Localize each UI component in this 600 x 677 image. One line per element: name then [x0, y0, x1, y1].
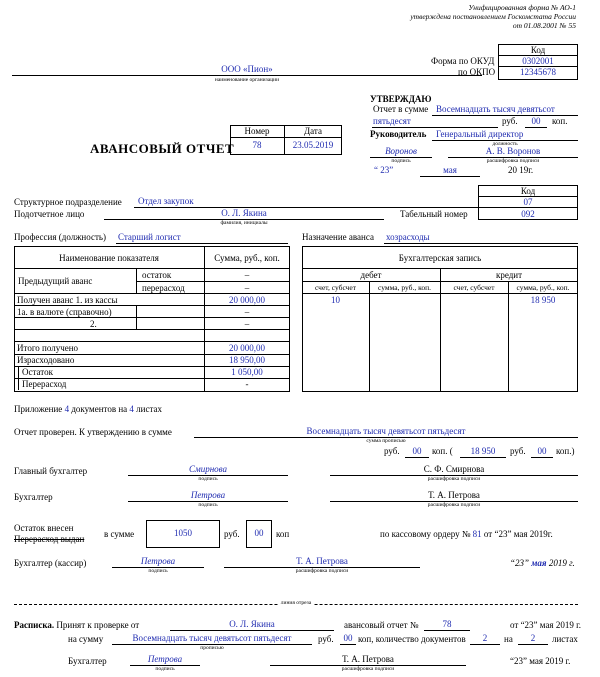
form-approval-line: утверждена постановлением Госкомстата России: [410, 12, 576, 21]
checked-kop-value2: 00: [537, 446, 547, 456]
cashier-date: [510, 559, 575, 568]
debit-header: дебет: [360, 270, 382, 280]
debit-account-header: счет, субсчет: [315, 283, 356, 292]
cashin-amount: 1050: [174, 528, 192, 538]
approve-kop: коп.: [552, 116, 568, 126]
checked-kop: коп. (: [432, 446, 453, 456]
row2-value: –: [244, 319, 250, 329]
receipt-report-no-label: авансовый отчет №: [344, 620, 419, 630]
okpo-label: по ОКПО: [458, 67, 496, 77]
receipt-kop-value: 00: [343, 633, 353, 643]
approve-date-day: “ 23”: [374, 165, 394, 175]
checked-sum-words: Восемнадцать тысяч девятьсот пятьдесят: [306, 426, 466, 436]
head-signature: Воронов: [385, 146, 417, 156]
receipt-date: “23” мая 2019 г.: [510, 656, 571, 666]
cashin-in-sum: в сумме: [104, 529, 135, 539]
report-number-label: Номер: [244, 126, 270, 136]
receipt-title: Расписка.: [14, 620, 55, 630]
checked-kop-value: 00: [412, 446, 422, 456]
debit-account-value: 10: [331, 295, 340, 305]
pererashod-value: –: [244, 283, 250, 293]
receipt-sum-caption: прописью: [200, 645, 224, 651]
form-name-line: Унифицированная форма № АО-1: [468, 3, 576, 12]
cashier-date-day: “23”: [510, 558, 530, 568]
credit-account-header: счет, субсчет: [453, 283, 495, 292]
attachment-suffix: листах: [136, 404, 162, 414]
cashier-date-month: мая: [531, 558, 547, 568]
receipt-decoding-caption: расшифровка подписи: [341, 666, 395, 672]
checked-rub: руб.: [384, 446, 400, 456]
cashier-signature: Петрова: [140, 556, 176, 566]
position-caption: должность: [492, 141, 518, 147]
attachment-prefix: Приложение: [14, 404, 63, 414]
purpose-value: хозрасходы: [386, 232, 430, 242]
currency-label: 1а. в валюте (справочно): [17, 307, 112, 317]
receipt-kop-tail: коп, количество документов: [358, 634, 466, 644]
debit-amount-header: сумма, руб., коп.: [377, 283, 432, 292]
organization-name: ООО «Пион»: [221, 64, 273, 74]
attachment-sheets: 4: [129, 404, 134, 414]
approve-rub: руб.: [502, 116, 518, 126]
head-label: Руководитель: [370, 129, 427, 139]
accountant-signature-caption: подпись: [198, 502, 218, 508]
tabel-value: 092: [521, 209, 535, 219]
cashier-decoding-caption: расшифровка подписи: [295, 568, 349, 574]
overspend-value: -: [245, 379, 249, 389]
approve-sum-words-1: Восемнадцать тысяч девятьсот: [436, 104, 555, 114]
cashin-label-1: Остаток внесен: [14, 523, 74, 533]
report-title: АВАНСОВЫЙ ОТЧЕТ: [90, 141, 235, 156]
tabel-label: Табельный номер: [400, 209, 468, 219]
profession-label: Профессия (должность): [14, 232, 106, 242]
col-indicator-name: Наименование показателя: [59, 253, 159, 263]
approve-date-year: 20 19г.: [508, 165, 534, 175]
receipt-from-person: О. Л. Якина: [229, 619, 275, 629]
cashin-order: [380, 530, 553, 539]
cashier-date-year: 2019 г.: [548, 558, 575, 568]
report-date: 23.05.2019: [292, 140, 334, 150]
chief-signature-caption: подпись: [198, 476, 218, 482]
approve-kop-value: 00: [531, 116, 541, 126]
profession-value: Старший логист: [118, 232, 181, 242]
head-decoding-caption: расшифровка подписи: [486, 158, 540, 164]
remain-label: Остаток: [22, 367, 53, 377]
receipt-sheets-label: листах: [552, 634, 578, 644]
attachment-middle: документов на: [71, 404, 128, 414]
checked-label: Отчет проверен. К утверждению в сумме: [14, 427, 172, 437]
okud-label: Форма по ОКУД: [431, 56, 495, 66]
checked-rub2: руб.: [510, 446, 526, 456]
cashin-order-g: г.: [547, 529, 553, 539]
cashin-order-year: 2019: [529, 529, 548, 539]
report-number: 78: [252, 140, 262, 150]
accountant-signature: Петрова: [190, 490, 226, 500]
approve-date-month: мая: [443, 165, 457, 175]
currency-value: –: [244, 307, 250, 317]
cashier-decoding: Т. А. Петрова: [296, 556, 348, 566]
organization-caption: наименование организации: [214, 77, 280, 83]
cashin-kop: коп: [276, 529, 290, 539]
attachment-docs: 4: [64, 404, 70, 414]
head-signature-caption: подпись: [391, 158, 411, 164]
spent-value: 18 950,00: [229, 355, 265, 365]
receipt-line-1: [14, 621, 139, 630]
approve-sum-words-2: пятьдесят: [373, 116, 411, 126]
chief-decoding-caption: расшифровка подписи: [427, 476, 481, 482]
checked-kop2: коп.): [556, 446, 575, 456]
credit-amount-header: сумма, руб., коп.: [516, 283, 570, 292]
total-received-label: Итого получено: [17, 343, 79, 353]
chief-label: Главный бухгалтер: [14, 466, 88, 476]
receipt-accountant-decoding: Т. А. Петрова: [342, 654, 394, 664]
col-sum: Сумма, руб., коп.: [214, 253, 280, 263]
cashin-order-text: по кассовому ордеру №: [380, 529, 471, 539]
receipt-from-date: от “23” мая 2019 г.: [510, 620, 581, 630]
receipt-sum-words: Восемнадцать тысяч девятьсот пятьдесят: [132, 633, 292, 643]
cashin-order-from: от: [483, 529, 493, 539]
form-date-line: от 01.08.2001 № 55: [512, 21, 576, 30]
total-received-value: 20 000,00: [229, 343, 265, 353]
head-decoding: А. В. Воронов: [485, 146, 541, 156]
credit-header: кредит: [495, 270, 523, 280]
cashin-order-day: “23”: [494, 529, 512, 539]
receipt-sheets: 2: [530, 633, 536, 643]
accountant-decoding-caption: расшифровка подписи: [427, 502, 481, 508]
prev-advance-label: Предыдущий аванс: [18, 276, 93, 286]
receipt-signature-caption: подпись: [155, 666, 175, 672]
approve-sum-label: Отчет в сумме: [373, 104, 429, 114]
receipt-accepted: Принят к проверке от: [56, 620, 140, 630]
cashin-order-num: 81: [472, 529, 482, 539]
okpo-value: 12345678: [520, 67, 556, 77]
pererashod-label: перерасход: [142, 283, 185, 293]
code-header: Код: [530, 45, 546, 55]
credit-amount-value: 18 950: [530, 295, 556, 305]
received-value: 20 000,00: [229, 295, 265, 305]
dept-value: Отдел закупок: [138, 196, 194, 206]
receipt-accountant-label: Бухгалтер: [68, 656, 107, 666]
dept-label: Структурное подразделение: [14, 197, 122, 207]
receipt-accountant-signature: Петрова: [147, 654, 183, 664]
receipt-report-no: 78: [442, 619, 452, 629]
ostatok-label: остаток: [142, 270, 172, 280]
accounting-title: Бухгалтерская запись: [398, 253, 482, 263]
spent-label: Израсходовано: [17, 355, 75, 365]
chief-decoding: С. Ф. Смирнова: [423, 464, 485, 474]
receipt-sum-label: на сумму: [68, 634, 104, 644]
head-position: Генеральный директор: [436, 129, 524, 139]
ostatok-value: –: [244, 270, 250, 280]
info-code-header: Код: [520, 186, 536, 196]
accountant-decoding: Т. А. Петрова: [428, 490, 480, 500]
row2-label: 2.: [90, 319, 97, 329]
receipt-rub: руб.: [318, 634, 334, 644]
approve-title: УТВЕРЖДАЮ: [370, 94, 432, 104]
attachment-line: [14, 405, 162, 414]
chief-signature: Смирнова: [188, 464, 228, 474]
cut-line-label: линия отреза: [14, 601, 578, 607]
cashin-order-month: мая: [513, 529, 528, 539]
report-date-label: Дата: [304, 126, 322, 136]
person-value: О. Л. Якина: [221, 208, 267, 218]
cashier-label: Бухгалтер (кассир): [14, 558, 87, 568]
dept-code: 07: [523, 197, 533, 207]
accountant-label: Бухгалтер: [14, 492, 53, 502]
cashin-rub: руб.: [224, 529, 240, 539]
receipt-on: на: [504, 634, 513, 644]
remain-value: 1 050,00: [231, 367, 263, 377]
checked-sum-caption: сумма прописью: [366, 438, 406, 444]
received-label: Получен аванс 1. из кассы: [17, 295, 118, 305]
purpose-label: Назначение аванса: [302, 232, 374, 242]
cashin-label-2: Перерасход выдан: [14, 534, 85, 544]
overspend-label: Перерасход: [22, 379, 67, 389]
person-caption: фамилия, инициалы: [220, 220, 268, 226]
okud-value: 0302001: [522, 56, 554, 66]
receipt-docs: 2: [482, 633, 488, 643]
person-label: Подотчетное лицо: [14, 209, 85, 219]
cashier-signature-caption: подпись: [148, 568, 168, 574]
checked-amount: 18 950: [470, 446, 496, 456]
cashin-kop-value: 00: [254, 528, 264, 538]
